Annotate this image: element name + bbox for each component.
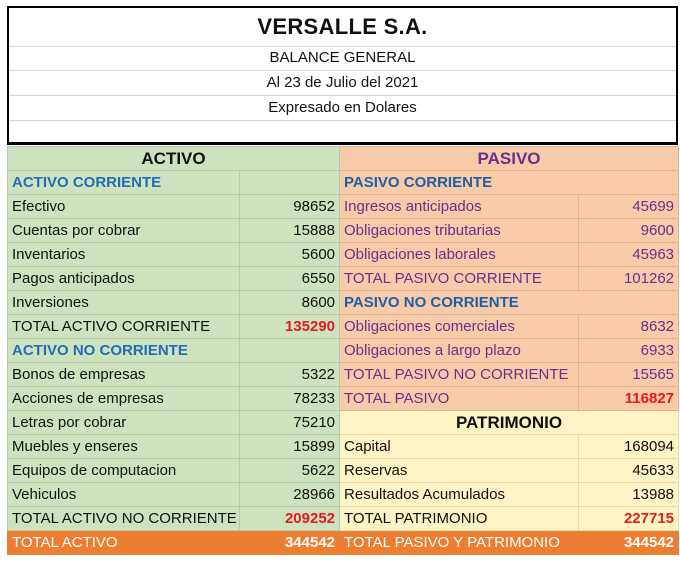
table-row (8, 387, 679, 411)
table-row (8, 315, 679, 339)
activo-label: Inversiones (8, 291, 240, 315)
activo-value: 98652 (240, 195, 340, 219)
activo-label: Equipos de computacion (8, 459, 240, 483)
activo-label: Inventarios (8, 243, 240, 267)
pasivo-title: PASIVO (340, 147, 679, 171)
activo-corriente-title: ACTIVO CORRIENTE (8, 171, 240, 195)
table-row (8, 219, 679, 243)
pasivo-value: 6933 (579, 339, 679, 363)
activo-value: 5322 (240, 363, 340, 387)
activo-value: 75210 (240, 411, 340, 435)
total-activo-corriente-value: 135290 (240, 315, 340, 339)
patrimonio-value: 13988 (579, 483, 679, 507)
total-pasivo-value: 116827 (579, 387, 679, 411)
activo-no-corriente-title: ACTIVO NO CORRIENTE (8, 339, 240, 363)
total-activo-corriente-label: TOTAL ACTIVO CORRIENTE (8, 315, 240, 339)
table-row (8, 363, 679, 387)
patrimonio-title: PATRIMONIO (340, 411, 679, 435)
section-title-row (8, 147, 679, 171)
total-pasivo-patrimonio-label: TOTAL PASIVO Y PATRIMONIO (340, 531, 579, 555)
empty-cell (240, 339, 340, 363)
activo-value: 5622 (240, 459, 340, 483)
table-row (8, 195, 679, 219)
total-pasivo-no-corriente-value: 15565 (579, 363, 679, 387)
report-currency: Expresado en Dolares (9, 95, 676, 121)
pasivo-label: Obligaciones comerciales (340, 315, 579, 339)
table-row (8, 171, 679, 195)
activo-label: Vehiculos (8, 483, 240, 507)
total-activo-no-corriente-value: 209252 (240, 507, 340, 531)
activo-value: 5600 (240, 243, 340, 267)
pasivo-value: 45699 (579, 195, 679, 219)
activo-value: 15899 (240, 435, 340, 459)
total-pasivo-corriente-value: 101262 (579, 267, 679, 291)
activo-label: Pagos anticipados (8, 267, 240, 291)
activo-label: Cuentas por cobrar (8, 219, 240, 243)
total-activo-value: 344542 (240, 531, 340, 555)
table-row (8, 507, 679, 531)
activo-label: Bonos de empresas (8, 363, 240, 387)
report-title: BALANCE GENERAL (9, 46, 676, 71)
activo-title: ACTIVO (8, 147, 340, 171)
total-pasivo-no-corriente-label: TOTAL PASIVO NO CORRIENTE (340, 363, 579, 387)
company-name: VERSALLE S.A. (9, 8, 676, 47)
patrimonio-label: Capital (340, 435, 579, 459)
balance-sheet-table (7, 146, 678, 574)
table-row (8, 267, 679, 291)
activo-value: 8600 (240, 291, 340, 315)
table-row (8, 291, 679, 315)
patrimonio-label: Reservas (340, 459, 579, 483)
grand-total-row (8, 531, 679, 555)
pasivo-no-corriente-title: PASIVO NO CORRIENTE (340, 291, 679, 315)
total-pasivo-patrimonio-value: 344542 (579, 531, 679, 555)
pasivo-label: Ingresos anticipados (340, 195, 579, 219)
total-activo-label: TOTAL ACTIVO (8, 531, 240, 555)
patrimonio-value: 45633 (579, 459, 679, 483)
activo-label: Muebles y enseres (8, 435, 240, 459)
table-row (8, 243, 679, 267)
report-date: Al 23 de Julio del 2021 (9, 70, 676, 96)
table-row (8, 411, 679, 435)
table-row (8, 483, 679, 507)
patrimonio-label: Resultados Acumulados (340, 483, 579, 507)
pasivo-value: 8632 (579, 315, 679, 339)
activo-label: Letras por cobrar (8, 411, 240, 435)
pasivo-corriente-title: PASIVO CORRIENTE (340, 171, 679, 195)
activo-label: Acciones de empresas (8, 387, 240, 411)
pasivo-label: Obligaciones a largo plazo (340, 339, 579, 363)
activo-label: Efectivo (8, 195, 240, 219)
total-activo-no-corriente-label: TOTAL ACTIVO NO CORRIENTE (8, 507, 240, 531)
total-patrimonio-value: 227715 (579, 507, 679, 531)
patrimonio-value: 168094 (579, 435, 679, 459)
empty-cell (240, 171, 340, 195)
pasivo-label: Obligaciones tributarias (340, 219, 579, 243)
activo-value: 15888 (240, 219, 340, 243)
table-row (8, 435, 679, 459)
report-header (7, 6, 678, 145)
table-row (8, 339, 679, 363)
total-patrimonio-label: TOTAL PATRIMONIO (340, 507, 579, 531)
table-row (8, 459, 679, 483)
pasivo-label: Obligaciones laborales (340, 243, 579, 267)
total-pasivo-corriente-label: TOTAL PASIVO CORRIENTE (340, 267, 579, 291)
total-pasivo-label: TOTAL PASIVO (340, 387, 579, 411)
pasivo-value: 45963 (579, 243, 679, 267)
activo-value: 28966 (240, 483, 340, 507)
empty-header-row (9, 120, 676, 142)
activo-value: 78233 (240, 387, 340, 411)
activo-value: 6550 (240, 267, 340, 291)
pasivo-value: 9600 (579, 219, 679, 243)
